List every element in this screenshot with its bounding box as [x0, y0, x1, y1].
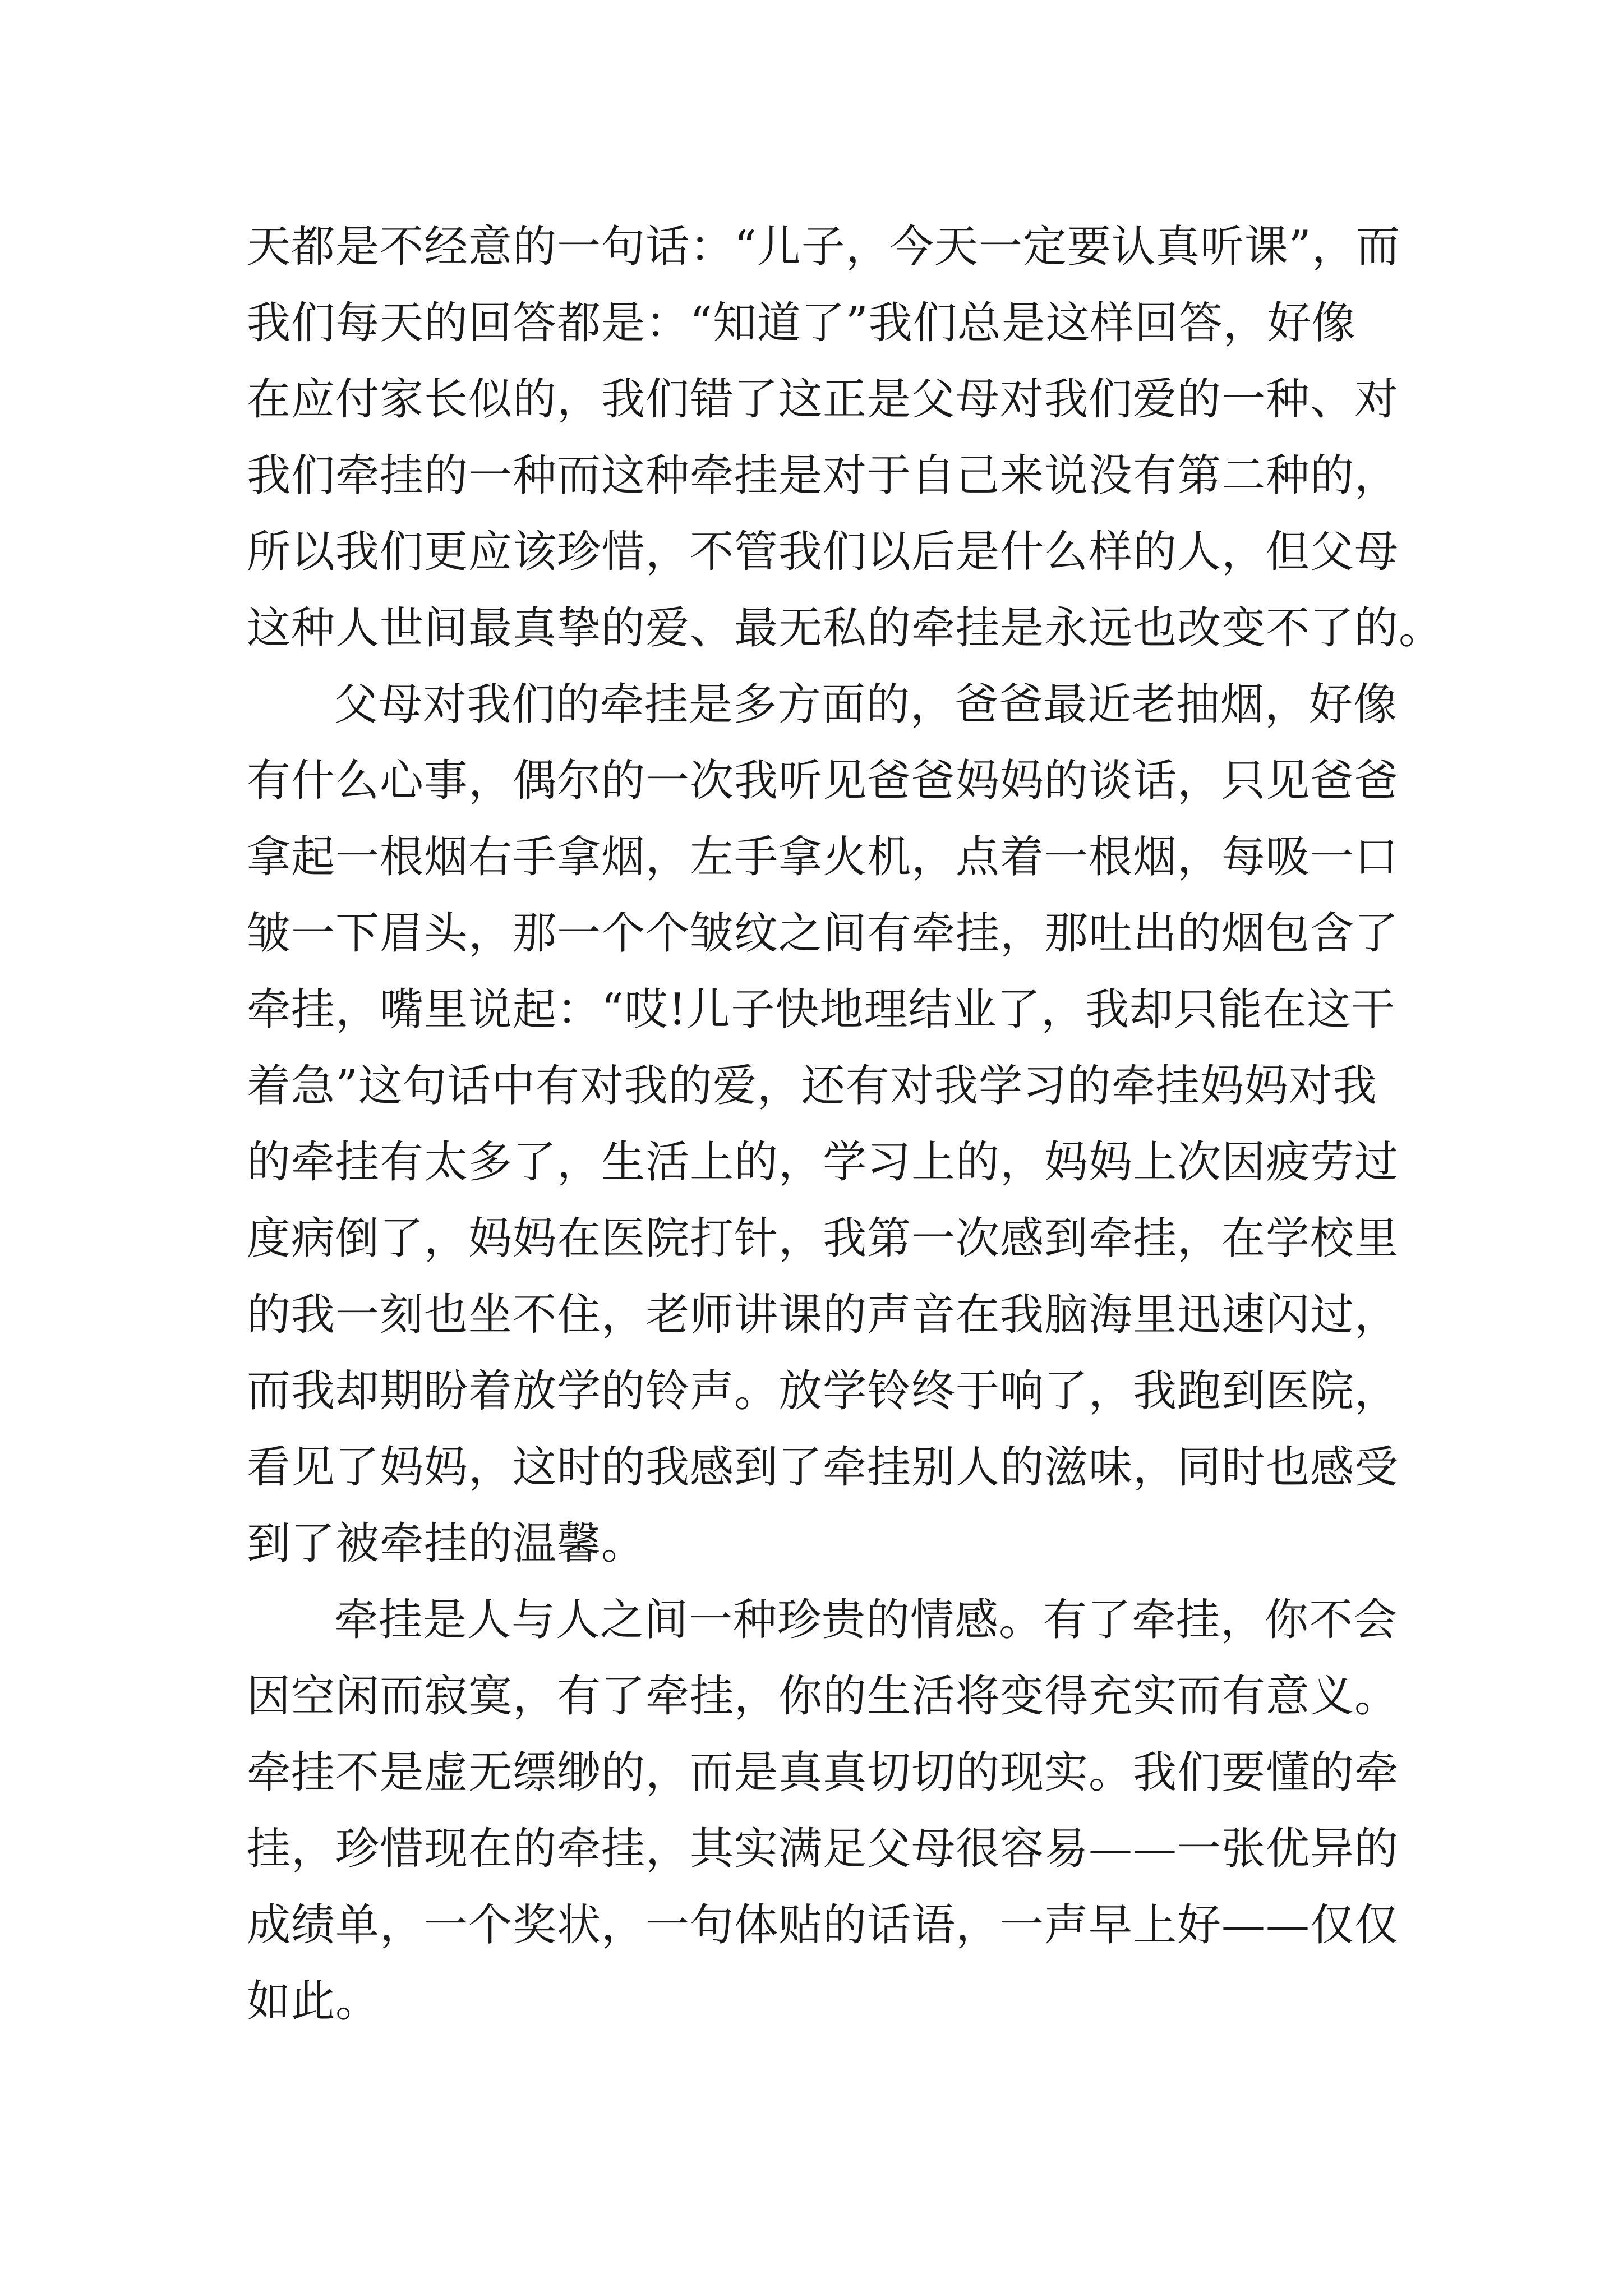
- text-line: 而我却期盼着放学的铃声。放学铃终于响了，我跑到医院，: [247, 1366, 1399, 1416]
- text-line: 挂，珍惜现在的牵挂，其实满足父母很容易——一张优异的: [247, 1824, 1399, 1874]
- text-line: 牵挂，嘴里说起：“哎!儿子快地理结业了，我却只能在这干: [247, 984, 1396, 1035]
- text-line: 有什么心事，偶尔的一次我听见爸爸妈妈的谈话，只见爸爸: [247, 756, 1399, 806]
- text-line: 所以我们更应该珍惜，不管我们以后是什么样的人，但父母: [247, 527, 1399, 577]
- text-line: 拿起一根烟右手拿烟，左手拿火机，点着一根烟，每吸一口: [247, 832, 1399, 882]
- paragraph-start-line: 父母对我们的牵挂是多方面的，爸爸最近老抽烟，好像: [334, 679, 1398, 730]
- paragraph-start-line: 牵挂是人与人之间一种珍贵的情感。有了牵挂，你不会: [334, 1595, 1398, 1645]
- text-line: 皱一下眉头，那一个个皱纹之间有牵挂，那吐出的烟包含了: [247, 908, 1399, 959]
- text-line: 到了被牵挂的温馨。: [247, 1519, 646, 1569]
- text-line: 我们每天的回答都是：“知道了”我们总是这样回答，好像: [247, 298, 1356, 348]
- text-line: 如此。: [247, 1976, 380, 2027]
- text-line: 着急”这句话中有对我的爱，还有对我学习的牵挂妈妈对我: [247, 1061, 1377, 1111]
- text-line: 因空闲而寂寞，有了牵挂，你的生活将变得充实而有意义。: [247, 1671, 1399, 1722]
- text-line: 天都是不经意的一句话：“儿子，今天一定要认真听课”，而: [247, 222, 1400, 272]
- body-text: [247, 209, 1444, 2040]
- text-line: 的牵挂有太多了，生活上的，学习上的，妈妈上次因疲劳过: [247, 1137, 1399, 1188]
- text-line: 的我一刻也坐不住，老师讲课的声音在我脑海里迅速闪过，: [247, 1290, 1399, 1340]
- text-line: 在应付家长似的，我们错了这正是父母对我们爱的一种、对: [247, 374, 1399, 425]
- text-line: 这种人世间最真挚的爱、最无私的牵挂是永远也改变不了的。: [247, 603, 1444, 654]
- text-line: 度病倒了，妈妈在医院打针，我第一次感到牵挂，在学校里: [247, 1213, 1399, 1264]
- text-line: 看见了妈妈，这时的我感到了牵挂别人的滋味，同时也感受: [247, 1442, 1399, 1493]
- text-line: 我们牵挂的一种而这种牵挂是对于自己来说没有第二种的，: [247, 450, 1399, 501]
- text-line: 成绩单，一个奖状，一句体贴的话语，一声早上好——仅仅: [247, 1900, 1399, 1950]
- text-line: 牵挂不是虚无缥缈的，而是真真切切的现实。我们要懂的牵: [247, 1747, 1399, 1798]
